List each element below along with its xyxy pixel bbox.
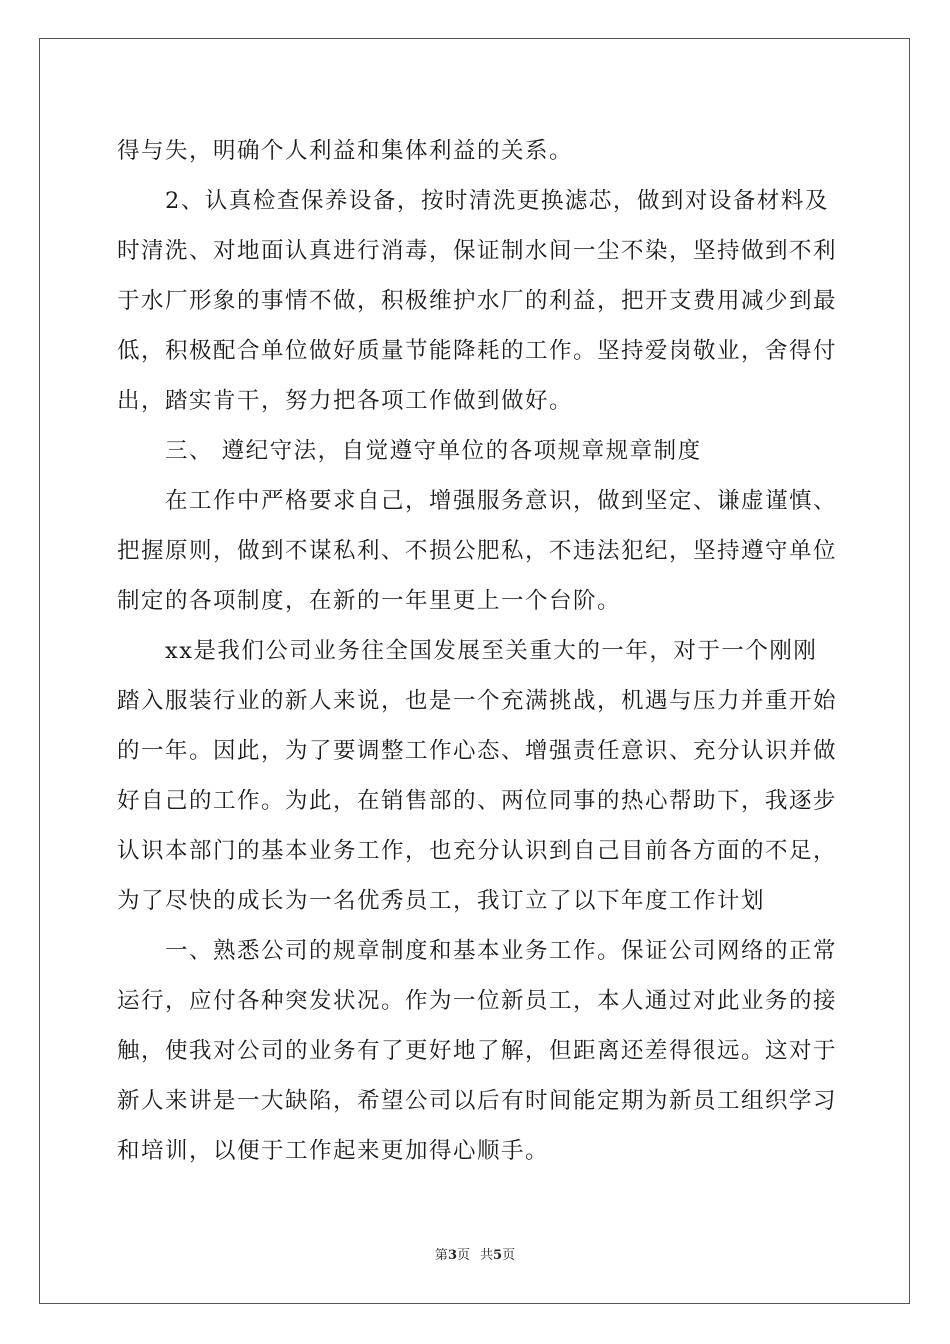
text-line: 认识本部门的基本业务工作，也充分认识到自己目前各方面的不足， [117, 838, 837, 864]
text-line: 为了尽快的成长为一名优秀员工，我订立了以下年度工作计划 [117, 888, 766, 914]
text-line: 三、 遵纪守法，自觉遵守单位的各项规章规章制度 [165, 438, 702, 464]
text-line: 于水厂形象的事情不做，积极维护水厂的利益，把开支费用减少到最 [117, 288, 837, 314]
text-line: 2、认真检查保养设备，按时清洗更换滤芯，做到对设备材料及 [165, 188, 829, 214]
text-line: 一、熟悉公司的规章制度和基本业务工作。保证公司网络的正常 [165, 938, 837, 964]
total-prefix: 共 [480, 1248, 494, 1263]
page-suffix: 页 [456, 1248, 470, 1263]
text-line: 得与失，明确个人利益和集体利益的关系。 [117, 138, 574, 164]
page-prefix: 第 [434, 1248, 448, 1263]
total-suffix: 页 [502, 1248, 516, 1263]
text-line: 制定的各项制度，在新的一年里更上一个台阶。 [117, 588, 622, 614]
text-line: 触，使我对公司的业务有了更好地了解，但距离还差得很远。这对于 [117, 1038, 837, 1064]
text-line: 的一年。因此，为了要调整工作心态、增强责任意识、充分认识并做 [117, 738, 837, 764]
text-line: 新人来讲是一大缺陷，希望公司以后有时间能定期为新员工组织学习 [117, 1088, 837, 1114]
text-line: 出，踏实肯干，努力把各项工作做到做好。 [117, 388, 574, 414]
text-line: 在工作中严格要求自己，增强服务意识，做到坚定、谦虚谨慎、 [165, 488, 837, 514]
text-line: 和培训，以便于工作起来更加得心顺手。 [117, 1138, 550, 1164]
page-footer [0, 1248, 950, 1264]
text-line: 把握原则，做到不谋私利、不损公肥私，不违法犯纪，坚持遵守单位 [117, 538, 837, 564]
text-line: 时清洗、对地面认真进行消毒，保证制水间一尘不染，坚持做到不利 [117, 238, 837, 264]
document-body [117, 126, 837, 1176]
total-pages: 5 [493, 1248, 503, 1263]
text-line: 运行，应付各种突发状况。作为一位新员工，本人通过对此业务的接 [117, 988, 837, 1014]
text-line: 踏入服装行业的新人来说，也是一个充满挑战，机遇与压力并重开始 [117, 688, 837, 714]
text-line: xx是我们公司业务往全国发展至关重大的一年，对于一个刚刚 [165, 638, 818, 664]
text-line: 好自己的工作。为此，在销售部的、两位同事的热心帮助下，我逐步 [117, 788, 837, 814]
text-line: 低，积极配合单位做好质量节能降耗的工作。坚持爱岗敬业，舍得付 [117, 338, 837, 364]
page-number: 3 [447, 1248, 457, 1263]
